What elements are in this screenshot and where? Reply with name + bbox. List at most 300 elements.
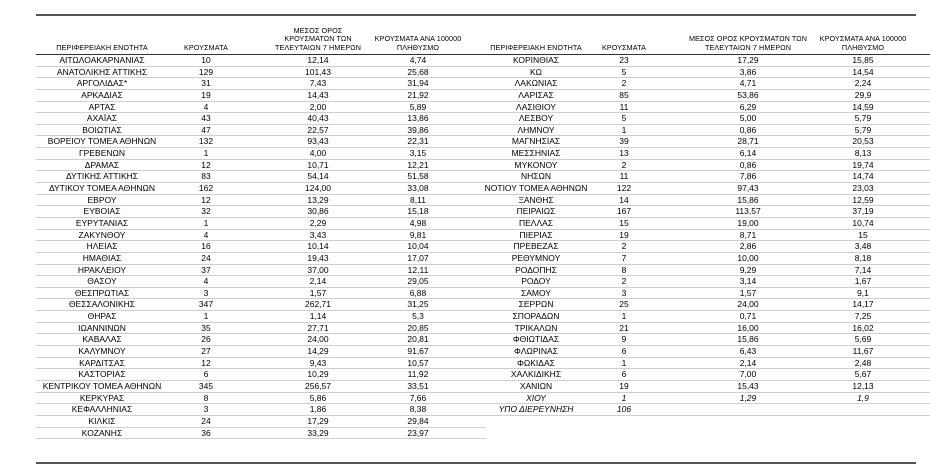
cell-per100k: 15,18 <box>407 206 429 217</box>
table-body-left <box>36 55 486 439</box>
cell-avg7: 30,86 <box>307 206 329 217</box>
cell-region: ΕΥΒΟΙΑΣ <box>83 206 121 217</box>
cell-region: ΝΗΣΩΝ <box>520 171 552 182</box>
cell-cases: 162 <box>198 183 214 194</box>
cell-per100k: 6,88 <box>409 287 427 298</box>
cell-region: ΠΙΕΡΙΑΣ <box>519 229 553 240</box>
cell-cases: 4 <box>203 276 209 287</box>
cell-avg7: 7,86 <box>739 171 757 182</box>
cell-avg7: 24,00 <box>737 299 759 310</box>
cell-cases: 3 <box>203 287 209 298</box>
cell-cases: 345 <box>198 380 214 391</box>
cell-avg7: 17,29 <box>307 415 329 426</box>
cell-cases: 85 <box>619 89 629 100</box>
cell-per100k: 15,85 <box>852 55 874 65</box>
cell-avg7: 14,43 <box>307 89 329 100</box>
cell-avg7: 2,29 <box>309 217 327 228</box>
cell-per100k: 12,21 <box>407 159 429 170</box>
cell-region: ΧΙΟΥ <box>526 392 546 403</box>
table-row <box>36 346 486 358</box>
cell-per100k: 12,13 <box>852 380 874 391</box>
cell-per100k: 7,25 <box>854 311 872 322</box>
cell-cases: 1 <box>621 124 627 135</box>
cell-per100k: 11,92 <box>407 369 429 380</box>
cell-avg7: 4,71 <box>739 78 757 89</box>
table-row <box>480 136 930 148</box>
cell-cases: 2 <box>621 241 627 252</box>
cell-region: ΣΕΡΡΩΝ <box>518 299 554 310</box>
cell-region: ΚΩ <box>529 66 543 77</box>
table-row <box>36 288 486 300</box>
cell-region: ΔΡΑΜΑΣ <box>84 159 120 170</box>
cell-region: ΘΕΣΣΑΛΟΝΙΚΗΣ <box>68 299 136 310</box>
cell-region: ΚΑΛΥΜΝΟΥ <box>78 346 126 357</box>
cell-region: ΣΠΟΡΑΔΩΝ <box>512 311 560 322</box>
cell-region: ΚΑΡΔΙΤΣΑΣ <box>79 357 125 368</box>
cell-per100k: 19,74 <box>852 159 874 170</box>
cell-cases: 4 <box>203 101 209 112</box>
cell-avg7: 24,00 <box>307 334 329 345</box>
cell-cases: 19 <box>619 380 629 391</box>
cell-cases: 32 <box>201 206 211 217</box>
cell-avg7: 33,29 <box>307 427 329 438</box>
cell-per100k: 1,9 <box>857 392 869 403</box>
cell-per100k: 20,53 <box>852 136 874 147</box>
table-row <box>36 334 486 346</box>
cell-region: ΚΟΡΙΝΘΙΑΣ <box>512 55 560 65</box>
cell-region: ΚΕΡΚΥΡΑΣ <box>79 392 125 403</box>
cell-region: ΑΧΑΪΑΣ <box>86 113 118 124</box>
cell-cases: 19 <box>201 89 211 100</box>
cell-region: ΚΕΝΤΡΙΚΟΥ ΤΟΜΕΑ ΑΘΗΝΩΝ <box>42 380 162 391</box>
cell-avg7: 3,86 <box>739 66 757 77</box>
cell-per100k: 25,68 <box>407 66 429 77</box>
table-row <box>36 102 486 114</box>
cell-avg7: 256,57 <box>305 380 331 391</box>
cell-avg7: 3,14 <box>739 276 757 287</box>
cell-avg7: 28,71 <box>737 136 759 147</box>
cell-region: ΑΡΓΟΛΙΔΑΣ* <box>76 78 128 89</box>
cell-avg7: 10,14 <box>307 241 329 252</box>
cell-per100k: 10,74 <box>852 217 874 228</box>
cell-per100k: 17,07 <box>407 252 429 263</box>
cell-per100k: 8,11 <box>410 194 426 205</box>
cell-per100k: 8,13 <box>854 148 872 159</box>
cases-table-left <box>36 16 486 439</box>
table-row <box>36 55 486 67</box>
table-body-right <box>480 55 930 416</box>
cell-avg7: 10,29 <box>307 369 329 380</box>
header-per100k: ΚΡΟΥΣΜΑΤΑ ΑΝΑ 100000 ΠΛΗΘΥΣΜΟ <box>374 34 462 52</box>
table-row <box>480 265 930 277</box>
table-row <box>480 67 930 79</box>
cell-cases: 15 <box>619 217 629 228</box>
cell-per100k: 9,81 <box>409 229 427 240</box>
cell-cases: 7 <box>621 252 627 263</box>
cell-region: ΥΠΟ ΔΙΕΡΕΥΝΗΣΗ <box>498 404 574 415</box>
cell-cases: 35 <box>201 322 211 333</box>
cell-per100k: 33,51 <box>407 380 429 391</box>
table-row <box>480 334 930 346</box>
cell-cases: 132 <box>198 136 214 147</box>
cell-cases: 2 <box>621 78 627 89</box>
cell-cases: 2 <box>621 159 627 170</box>
cell-region: ΘΗΡΑΣ <box>87 311 117 322</box>
cell-per100k: 21,92 <box>407 89 429 100</box>
cell-cases: 1 <box>203 217 209 228</box>
table-row <box>36 125 486 137</box>
cell-cases: 12 <box>201 194 211 205</box>
table-row <box>480 311 930 323</box>
cell-per100k: 4,98 <box>409 217 427 228</box>
cell-avg7: 19,00 <box>737 217 759 228</box>
header-per100k: ΚΡΟΥΣΜΑΤΑ ΑΝΑ 100000 ΠΛΗΘΥΣΜΟ <box>819 34 907 52</box>
cell-avg7: 15,86 <box>737 334 759 345</box>
table-row <box>480 160 930 172</box>
table-row <box>36 381 486 393</box>
table-row <box>480 218 930 230</box>
table-row <box>480 404 930 416</box>
cell-cases: 6 <box>203 369 209 380</box>
cell-region: ΗΜΑΘΙΑΣ <box>82 252 122 263</box>
table-row <box>480 288 930 300</box>
cell-per100k: 16,02 <box>852 322 874 333</box>
table-row <box>36 78 486 90</box>
table-row <box>480 55 930 67</box>
header-avg7: ΜΕΣΟΣ ΟΡΟΣ ΚΡΟΥΣΜΑΤΩΝ ΤΩΝ ΤΕΛΕΥΤΑΙΩΝ 7 ΗΜΕΡΩΝ <box>274 25 361 52</box>
cell-avg7: 7,00 <box>739 369 757 380</box>
cell-region: ΠΕΙΡΑΙΩΣ <box>516 206 556 217</box>
cell-region: ΒΟΙΩΤΙΑΣ <box>82 124 122 135</box>
cell-cases: 3 <box>621 287 627 298</box>
cell-per100k: 37,19 <box>852 206 874 217</box>
cell-per100k: 29,9 <box>854 89 872 100</box>
table-row <box>480 299 930 311</box>
table-row <box>480 241 930 253</box>
cell-region: ΦΩΚΙΔΑΣ <box>517 357 555 368</box>
cell-avg7: 10,71 <box>307 159 329 170</box>
table-row <box>480 369 930 381</box>
cell-region: ΗΡΑΚΛΕΙΟΥ <box>77 264 127 275</box>
cell-avg7: 9,43 <box>309 357 327 368</box>
cell-per100k: 9,1 <box>857 287 869 298</box>
cell-avg7: 9,29 <box>739 264 757 275</box>
cell-per100k: 4,74 <box>409 55 427 65</box>
cell-per100k: 2,48 <box>854 357 872 368</box>
cell-per100k: 11,67 <box>852 346 874 357</box>
table-row <box>480 183 930 195</box>
cell-cases: 6 <box>621 346 627 357</box>
table-row <box>480 253 930 265</box>
cell-avg7: 0,86 <box>739 159 757 170</box>
table-row <box>480 276 930 288</box>
cell-cases: 8 <box>203 392 209 403</box>
cell-region: ΡΕΘΥΜΝΟΥ <box>511 252 561 263</box>
cell-per100k: 14,74 <box>852 171 874 182</box>
cell-avg7: 2,14 <box>739 357 757 368</box>
cell-avg7: 12,14 <box>307 55 329 65</box>
table-row <box>36 416 486 428</box>
cell-cases: 25 <box>619 299 629 310</box>
cell-avg7: 3,43 <box>309 229 327 240</box>
cell-cases: 122 <box>616 183 632 194</box>
table-row <box>480 346 930 358</box>
cell-per100k: 91,67 <box>407 346 429 357</box>
cell-cases: 13 <box>619 148 629 159</box>
cell-cases: 11 <box>619 101 629 112</box>
cell-region: ΚΙΛΚΙΣ <box>88 415 116 426</box>
cell-region: ΑΝΑΤΟΛΙΚΗΣ ΑΤΤΙΚΗΣ <box>56 66 148 77</box>
cell-region: ΔΥΤΙΚΟΥ ΤΟΜΕΑ ΑΘΗΝΩΝ <box>48 183 156 194</box>
cell-region: ΓΡΕΒΕΝΩΝ <box>79 148 125 159</box>
cell-cases: 1 <box>203 148 209 159</box>
table-row <box>36 404 486 416</box>
cell-avg7: 2,00 <box>309 101 327 112</box>
table-row <box>480 78 930 90</box>
cell-cases: 167 <box>616 206 632 217</box>
cell-avg7: 54,14 <box>307 171 329 182</box>
cell-region: ΝΟΤΙΟΥ ΤΟΜΕΑ ΑΘΗΝΩΝ <box>484 183 588 194</box>
table-row <box>36 67 486 79</box>
cell-cases: 1 <box>621 311 627 322</box>
cell-region: ΕΥΡΥΤΑΝΙΑΣ <box>75 217 129 228</box>
cell-region: ΗΛΕΙΑΣ <box>86 241 118 252</box>
cell-cases: 347 <box>198 299 214 310</box>
cell-cases: 8 <box>621 264 627 275</box>
cell-per100k: 1,67 <box>854 276 872 287</box>
cell-region: ΜΑΓΝΗΣΙΑΣ <box>511 136 561 147</box>
cell-cases: 24 <box>201 415 211 426</box>
cell-avg7: 2,14 <box>309 276 327 287</box>
cell-region: ΕΒΡΟΥ <box>87 194 117 205</box>
cell-avg7: 15,86 <box>737 194 759 205</box>
cell-avg7: 15,43 <box>737 380 759 391</box>
cell-region: ΜΥΚΟΝΟΥ <box>514 159 558 170</box>
cell-per100k: 10,57 <box>407 357 429 368</box>
cell-region: ΡΟΔΟΠΗΣ <box>515 264 557 275</box>
header-region: ΠΕΡΙΦΕΡΕΙΑΚΗ ΕΝΟΤΗΤΑ <box>490 42 582 52</box>
table-row <box>480 102 930 114</box>
table-row <box>480 206 930 218</box>
cell-per100k: 14,17 <box>852 299 874 310</box>
cell-region: ΦΘΙΩΤΙΔΑΣ <box>512 334 560 345</box>
table-row <box>480 381 930 393</box>
cell-region: ΜΕΣΣΗΝΙΑΣ <box>511 148 561 159</box>
header-region: ΠΕΡΙΦΕΡΕΙΑΚΗ ΕΝΟΤΗΤΑ <box>56 42 148 52</box>
cell-cases: 5 <box>621 113 627 124</box>
cell-avg7: 19,43 <box>307 252 329 263</box>
cell-avg7: 262,71 <box>305 299 331 310</box>
table-row <box>36 90 486 102</box>
table-row <box>36 393 486 405</box>
cell-avg7: 0,71 <box>739 311 757 322</box>
cell-cases: 4 <box>203 229 209 240</box>
cell-avg7: 7,43 <box>309 78 327 89</box>
table-row <box>480 393 930 405</box>
table-row <box>480 195 930 207</box>
cell-cases: 47 <box>201 124 211 135</box>
cell-avg7: 53,86 <box>737 89 759 100</box>
cell-cases: 26 <box>201 334 211 345</box>
cell-region: ΘΕΣΠΡΩΤΙΑΣ <box>74 287 130 298</box>
cell-per100k: 10,04 <box>407 241 429 252</box>
cell-region: ΧΑΛΚΙΔΙΚΗΣ <box>510 369 562 380</box>
cell-per100k: 14,59 <box>852 101 874 112</box>
cell-avg7: 1,14 <box>309 311 327 322</box>
cell-per100k: 31,25 <box>407 299 429 310</box>
cell-avg7: 0,86 <box>739 124 757 135</box>
table-row <box>36 171 486 183</box>
cell-cases: 1 <box>203 311 209 322</box>
cell-per100k: 7,66 <box>409 392 427 403</box>
cell-region: ΤΡΙΚΑΛΩΝ <box>514 322 558 333</box>
cell-per100k: 8,18 <box>854 252 872 263</box>
cell-region: ΑΡΚΑΔΙΑΣ <box>81 89 123 100</box>
cell-per100k: 20,81 <box>407 334 429 345</box>
cell-avg7: 2,86 <box>739 241 757 252</box>
cell-region: ΚΑΒΑΛΑΣ <box>82 334 122 345</box>
cell-region: ΚΑΣΤΟΡΙΑΣ <box>78 369 126 380</box>
cell-region: ΦΛΩΡΙΝΑΣ <box>514 346 558 357</box>
header-avg7: ΜΕΣΟΣ ΟΡΟΣ ΚΡΟΥΣΜΑΤΩΝ ΤΩΝ ΤΕΛΕΥΤΑΙΩΝ 7 ΗΜΕΡΩΝ <box>688 34 808 52</box>
cell-cases: 5 <box>621 66 627 77</box>
cell-avg7: 17,29 <box>737 55 759 65</box>
cell-per100k: 3,48 <box>854 241 872 252</box>
table-header <box>36 16 486 55</box>
cell-region: ΡΟΔΟΥ <box>521 276 551 287</box>
cell-per100k: 15 <box>858 229 868 240</box>
table-row <box>36 276 486 288</box>
cell-avg7: 93,43 <box>307 136 329 147</box>
cell-per100k: 31,94 <box>407 78 429 89</box>
cell-avg7: 5,00 <box>739 113 757 124</box>
table-row <box>480 90 930 102</box>
table-row <box>480 230 930 242</box>
cell-per100k: 3,15 <box>409 148 427 159</box>
table-row <box>36 358 486 370</box>
table-row <box>480 323 930 335</box>
cell-region: ΧΑΝΙΩΝ <box>519 380 553 391</box>
cell-cases: 23 <box>619 55 629 65</box>
cell-region: ΛΑΣΙΘΙΟΥ <box>516 101 556 112</box>
cell-cases: 12 <box>201 357 211 368</box>
cell-avg7: 1,86 <box>309 404 327 415</box>
header-cases: ΚΡΟΥΣΜΑΤΑ <box>184 42 228 52</box>
cell-per100k: 14,54 <box>852 66 874 77</box>
cell-cases: 6 <box>621 369 627 380</box>
cell-per100k: 5,89 <box>409 101 427 112</box>
cell-avg7: 101,43 <box>305 66 331 77</box>
table-bottom-rule <box>36 462 916 464</box>
cell-avg7: 13,29 <box>307 194 329 205</box>
cell-avg7: 97,43 <box>737 183 759 194</box>
table-row <box>36 195 486 207</box>
cell-region: ΠΡΕΒΕΖΑΣ <box>513 241 559 252</box>
cell-region: ΖΑΚΥΝΘΟΥ <box>78 229 126 240</box>
table-row <box>36 323 486 335</box>
cell-cases: 24 <box>201 252 211 263</box>
table-row <box>480 125 930 137</box>
table-row <box>36 299 486 311</box>
cases-table-right <box>480 16 930 416</box>
cell-region: ΚΟΖΑΝΗΣ <box>81 427 123 438</box>
cell-per100k: 5,3 <box>412 311 424 322</box>
cell-per100k: 5,79 <box>854 124 872 135</box>
cell-per100k: 20,85 <box>407 322 429 333</box>
table-row <box>36 230 486 242</box>
cell-avg7: 10,00 <box>737 252 759 263</box>
cell-per100k: 29,05 <box>407 276 429 287</box>
cell-avg7: 8,71 <box>739 229 757 240</box>
cell-cases: 3 <box>203 404 209 415</box>
cell-avg7: 16,00 <box>737 322 759 333</box>
cell-cases: 36 <box>201 427 211 438</box>
cell-avg7: 22,57 <box>307 124 329 135</box>
cell-cases: 9 <box>621 334 627 345</box>
cell-per100k: 5,67 <box>854 369 872 380</box>
cell-avg7: 1,57 <box>309 287 327 298</box>
cell-cases: 31 <box>201 78 211 89</box>
cell-per100k: 13,86 <box>407 113 429 124</box>
table-row <box>36 206 486 218</box>
table-row <box>36 148 486 160</box>
cell-avg7: 27,71 <box>307 322 329 333</box>
cell-region: ΑΡΤΑΣ <box>88 101 116 112</box>
cell-avg7: 6,43 <box>739 346 757 357</box>
cell-cases: 39 <box>619 136 629 147</box>
table-row <box>36 311 486 323</box>
cell-cases: 16 <box>201 241 211 252</box>
table-row <box>36 160 486 172</box>
cell-region: ΛΕΣΒΟΥ <box>518 113 554 124</box>
cell-region: ΛΗΜΝΟΥ <box>517 124 555 135</box>
cell-per100k: 7,14 <box>854 264 872 275</box>
cell-avg7: 4,00 <box>309 148 327 159</box>
cell-per100k: 12,59 <box>852 194 874 205</box>
cell-per100k: 22,31 <box>407 136 429 147</box>
table-header <box>480 16 930 55</box>
cell-avg7: 1,57 <box>739 287 757 298</box>
cell-avg7: 37,00 <box>307 264 329 275</box>
table-row <box>36 113 486 125</box>
cell-cases: 14 <box>619 194 629 205</box>
cell-region: ΘΑΣΟΥ <box>87 276 117 287</box>
cell-cases: 129 <box>198 66 214 77</box>
cell-cases: 19 <box>619 229 629 240</box>
table-row <box>36 136 486 148</box>
cell-cases: 106 <box>616 404 632 415</box>
cell-cases: 2 <box>621 276 627 287</box>
cell-avg7: 113,57 <box>735 206 761 217</box>
table-row <box>36 369 486 381</box>
cell-cases: 27 <box>201 346 211 357</box>
cell-per100k: 5,69 <box>854 334 872 345</box>
cell-per100k: 2,24 <box>854 78 872 89</box>
cell-region: ΛΑΚΩΝΙΑΣ <box>514 78 558 89</box>
cell-cases: 37 <box>201 264 211 275</box>
cell-per100k: 23,97 <box>407 427 429 438</box>
cell-avg7: 40,43 <box>307 113 329 124</box>
table-row <box>36 265 486 277</box>
cell-cases: 21 <box>619 322 629 333</box>
cell-region: ΙΩΑΝΝΙΝΩΝ <box>78 322 126 333</box>
cell-region: ΞΑΝΘΗΣ <box>518 194 554 205</box>
table-row <box>36 428 486 440</box>
cell-region: ΚΕΦΑΛΛΗΝΙΑΣ <box>71 404 133 415</box>
cell-cases: 83 <box>201 171 211 182</box>
cell-avg7: 6,14 <box>739 148 757 159</box>
cell-per100k: 33,08 <box>407 183 429 194</box>
